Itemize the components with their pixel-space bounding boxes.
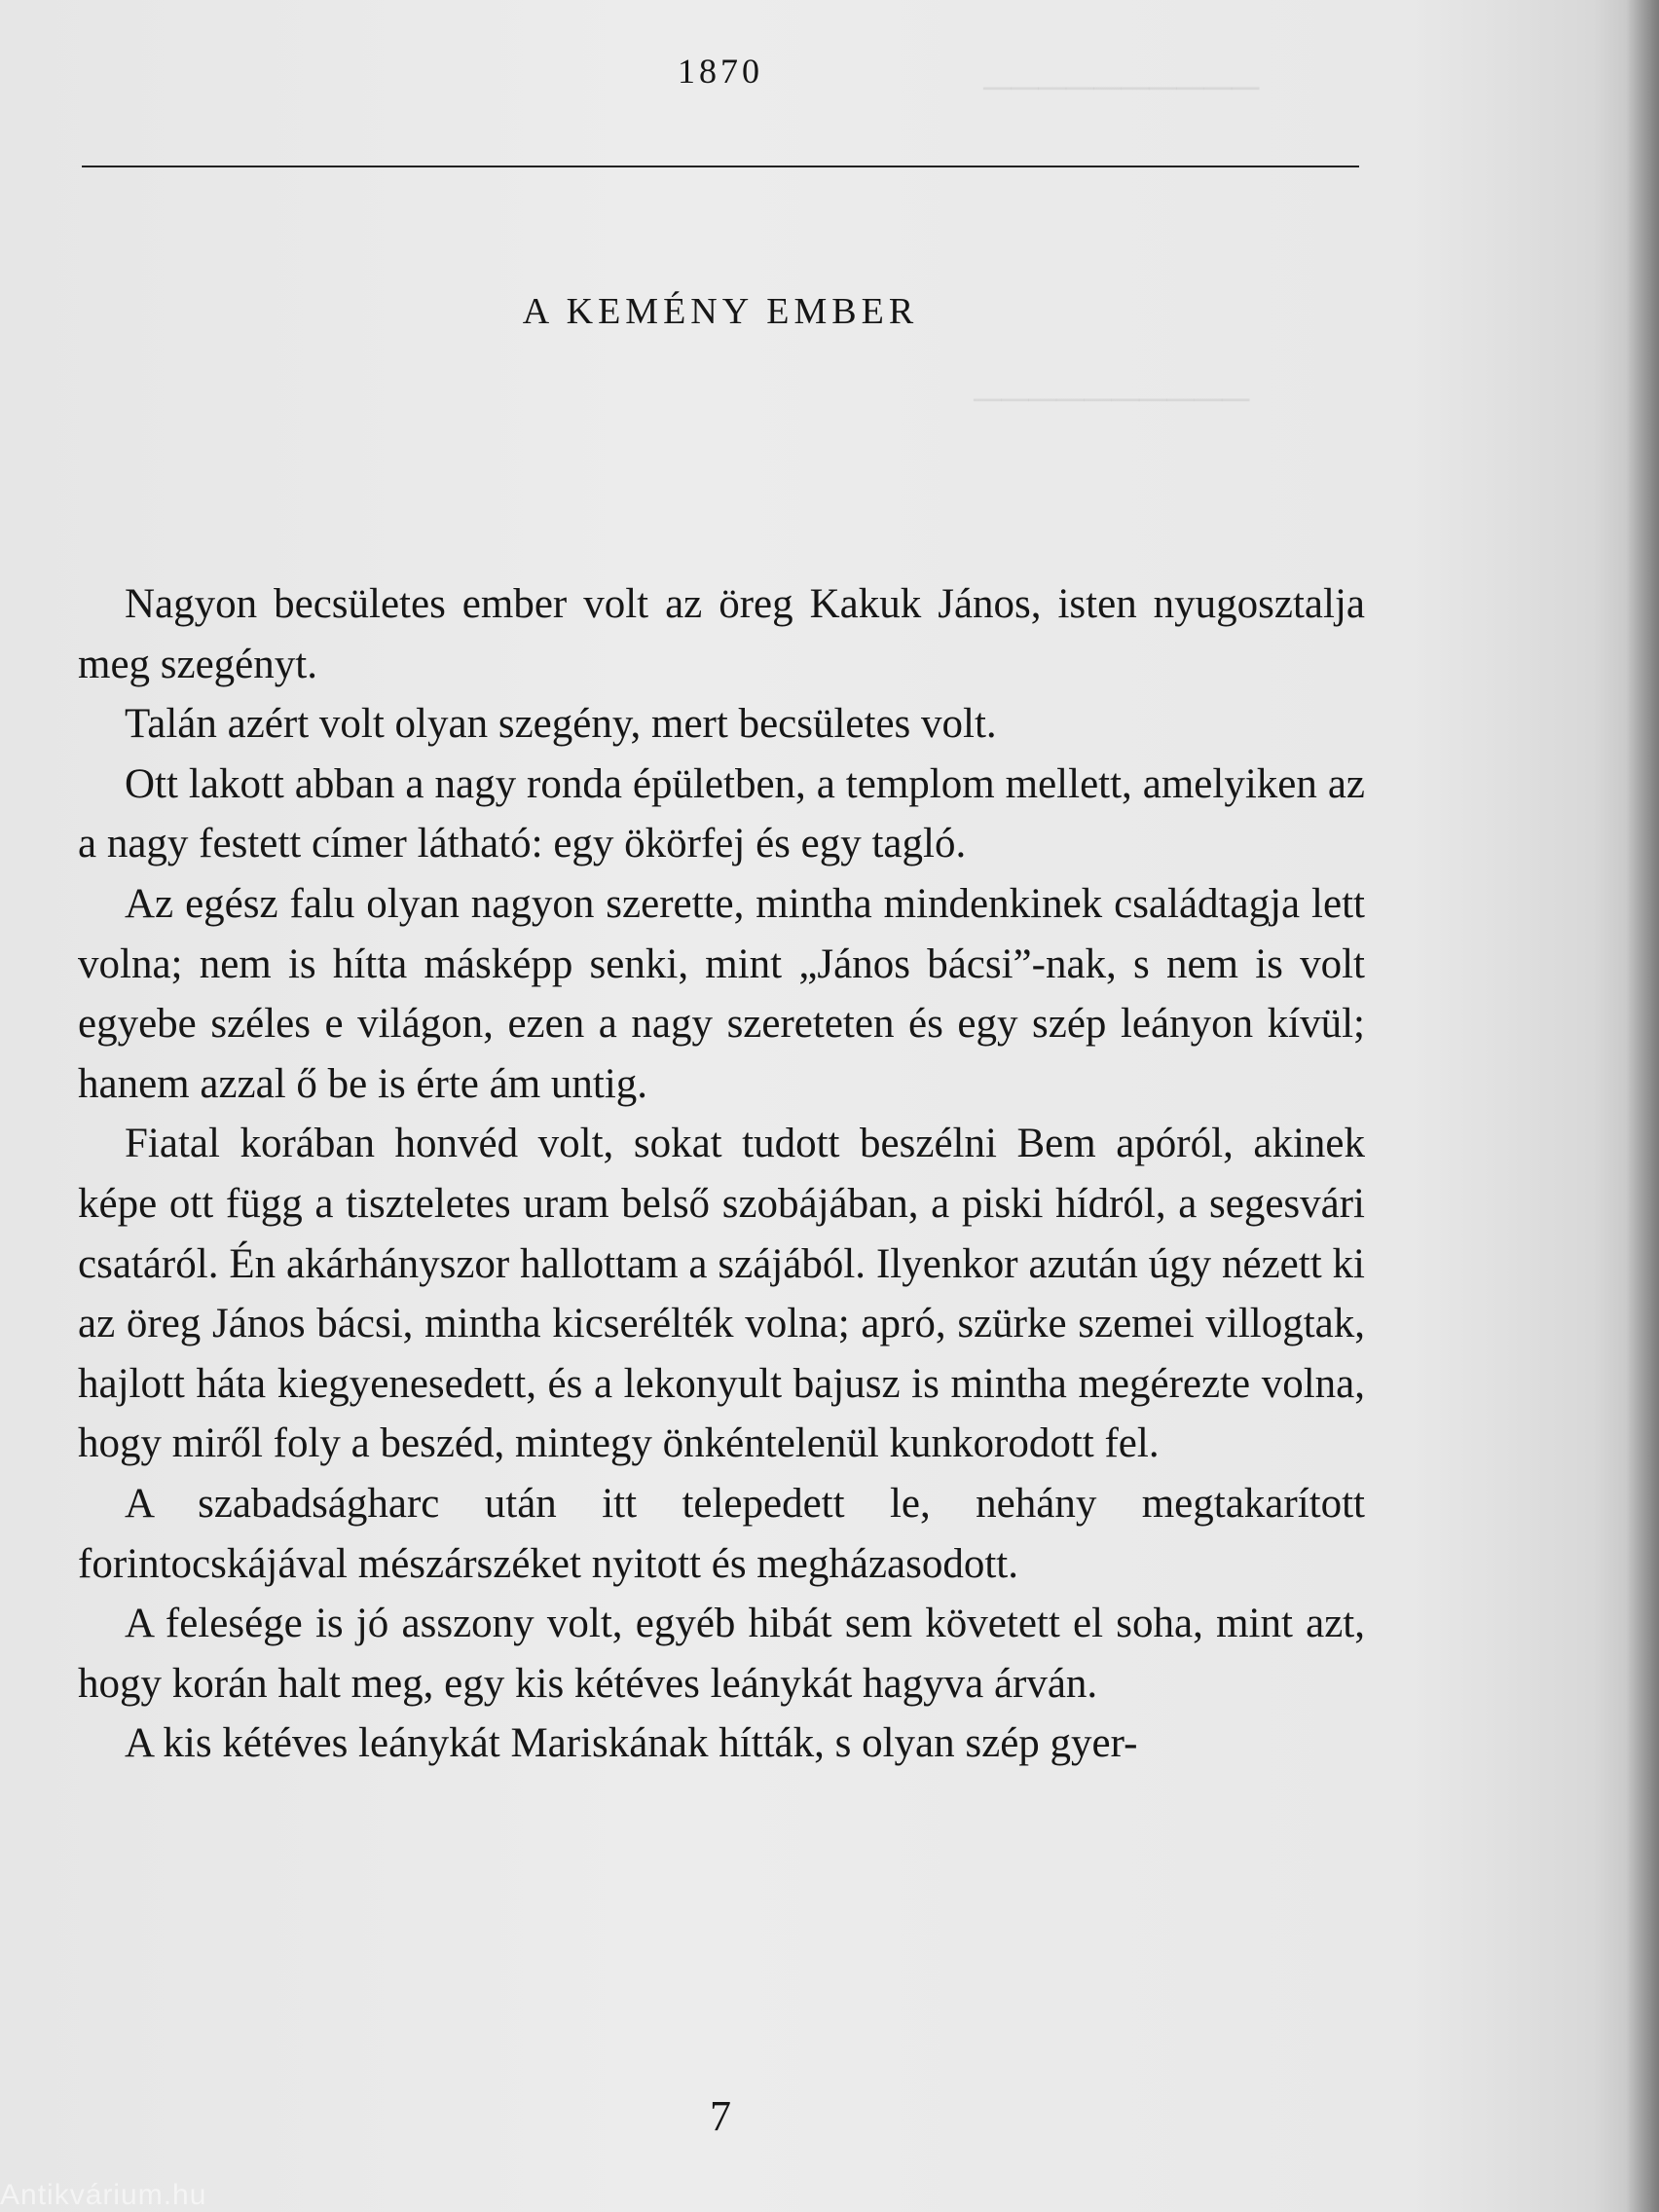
- watermark-text: Antikvárium.hu: [0, 2179, 207, 2211]
- paragraph: Talán azért volt olyan szegény, mert becsületes volt.: [125, 701, 997, 748]
- paragraph: Nagyon becsületes ember volt az öreg Kakuk János, isten nyugosztalja meg szegényt.: [78, 581, 1365, 687]
- page-number: 7: [710, 2092, 731, 2140]
- show-through-text: ──────────: [974, 377, 1250, 421]
- header-rule: [82, 166, 1359, 167]
- page-edge-shadow: [1626, 0, 1659, 2212]
- paragraph: A felesége is jó asszony volt, egyéb hibát sem követett el soha, mint azt, hogy korán halt meg, egy kis kétéves leánykát hagyva árván.: [78, 1601, 1365, 1707]
- running-head: 1870: [678, 52, 763, 91]
- paragraph: Az egész falu olyan nagyon szerette, mintha mindenkinek családtagja lett volna; nem is hítta másképp senki, mint „János bácsi”-nak, s nem is volt egyebe széles e világon, ezen a nagy szereteten és egy szép leányon kívül; hanem azzal ő be is érte ám untig.: [78, 880, 1365, 1107]
- paragraph: A kis kétéves leánykát Mariskának hítták, s olyan szép gyer-: [125, 1720, 1138, 1767]
- paragraph: Ott lakott abban a nagy ronda épületben, a templom mellett, amelyiken az a nagy festett címer látható: egy ökörfej és egy tagló.: [78, 760, 1365, 867]
- show-through-text: ──────────: [983, 65, 1260, 109]
- chapter-title: A KEMÉNY EMBER: [522, 291, 919, 332]
- paragraph: A szabadságharc után itt telepedett le, nehány megtakarított forintocskájával mészárszéket nyitott és megházasodott.: [78, 1480, 1365, 1587]
- body-text: [78, 574, 1365, 1774]
- paragraph: Fiatal korában honvéd volt, sokat tudott beszélni Bem apóról, akinek képe ott függ a tiszteletes uram belső szobájában, a piski hídról, a segesvári csatáról. Én akárhányszor hallottam a szájából. Ilyenkor azután úgy nézett ki az öreg János bácsi, mintha kicserélték volna; apró, szürke szemei villogtak, hajlott háta kiegyenesedett, és a lekonyult bajusz is mintha megérezte volna, hogy miről foly a beszéd, mintegy önkéntelenül kunkorodott fel.: [78, 1121, 1365, 1467]
